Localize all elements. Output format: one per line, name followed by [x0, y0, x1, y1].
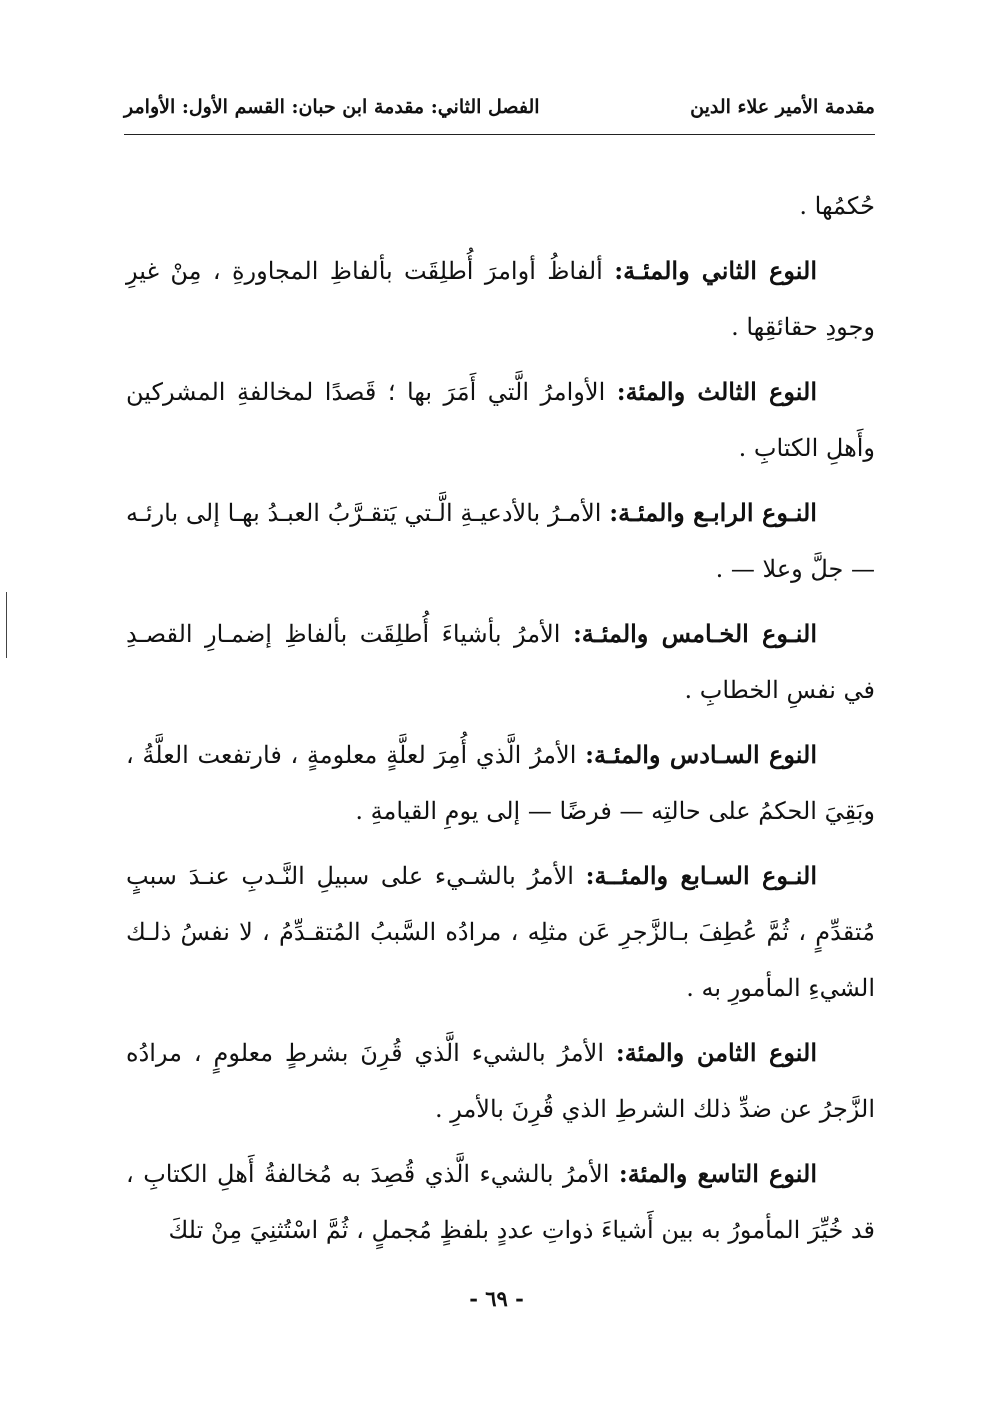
paragraph-text: الأوامرُ الَّتي أَمَرَ بها ؛ قَصدًا لمخالفةِ المشركين وأَهلِ الكتابِ .	[126, 378, 875, 462]
main-text	[126, 178, 875, 1267]
book-title: مقدمة الأمير علاء الدين	[690, 96, 875, 118]
running-header	[124, 96, 875, 130]
type-heading: النـوع السـابع والمئــة:	[585, 861, 817, 890]
paragraph-text: الأمرُ بالشيء الَّذي قُصِدَ به مُخالفةُ أَهلِ الكتابِ ، قد خُيِّرَ المأمورُ به بين أَشياءَ ذواتِ عددٍ بلفظٍ مُجملٍ ، ثُمَّ اسْتُثنِيَ مِنْ تلكَ	[126, 1160, 875, 1244]
paragraph-text: الأمـرُ بالأدعيـةِ الَّـتي يَتقـرَّبُ العبـدُ بهـا إلى بارئـه — جلَّ وعلا — .	[126, 499, 875, 583]
paragraph-type-108	[126, 1025, 875, 1137]
paragraph-type-107	[126, 848, 875, 1016]
paragraph-text: الأمرُ الَّذي أُمِرَ لعلَّةٍ معلومةٍ ، فارتفعت العلَّةُ ، وبَقِيَ الحكمُ على حالتِه — فرضًا — إلى يومِ القيامةِ .	[126, 741, 875, 825]
paragraph-type-109	[126, 1146, 875, 1258]
type-heading: النوع الثاني والمئـة:	[614, 256, 817, 285]
header-divider	[124, 134, 875, 135]
type-heading: النوع السـادس والمئـة:	[585, 740, 817, 769]
paragraph-type-105	[126, 606, 875, 718]
type-heading: النوع التاسع والمئة:	[618, 1159, 817, 1188]
paragraph-continuation	[126, 178, 875, 234]
paragraph-text: الأمرُ بالشـيء على سبيلِ النَّـدبِ عنـدَ سببٍ مُتقدِّمٍ ، ثُمَّ عُطِفَ بـالزَّجرِ عَن مثلِه ، مرادُه السَّببُ المُتقـدِّمُ ، لا نفسُ ذلـك الشيءِ المأمورِ به .	[126, 862, 875, 1002]
paragraph-text: ألفاظُ أوامرَ أُطلِقَت بألفاظِ المجاورةِ ، مِنْ غيرِ وجودِ حقائقِها .	[126, 257, 875, 341]
scan-edge-mark	[6, 592, 7, 658]
type-heading: النوع الثالث والمئة:	[616, 377, 818, 406]
paragraph-type-106	[126, 727, 875, 839]
type-heading: النـوع الرابـع والمئـة:	[609, 498, 817, 527]
type-heading: النوع الثامن والمئة:	[615, 1038, 817, 1067]
paragraph-type-103	[126, 364, 875, 476]
paragraph-type-102	[126, 243, 875, 355]
chapter-title: الفصل الثاني: مقدمة ابن حبان: القسم الأول: الأوامر	[124, 96, 540, 118]
paragraph-text: حُكمُها .	[799, 192, 875, 220]
paragraph-text: الأمرُ بأشياءَ أُطلِقَت بألفاظِ إضمـارِ القصـدِ في نفسِ الخطابِ .	[126, 620, 875, 704]
page-number: - ٦٩ -	[469, 1286, 524, 1311]
paragraph-text: الأمرُ بالشيء الَّذي قُرِنَ بشرطٍ معلومٍ ، مرادُه الزَّجرُ عن ضدِّ ذلك الشرطِ الذي قُرِنَ بالأمرِ .	[126, 1039, 875, 1123]
paragraph-type-104	[126, 485, 875, 597]
type-heading: النـوع الخـامس والمئـة:	[572, 619, 817, 648]
